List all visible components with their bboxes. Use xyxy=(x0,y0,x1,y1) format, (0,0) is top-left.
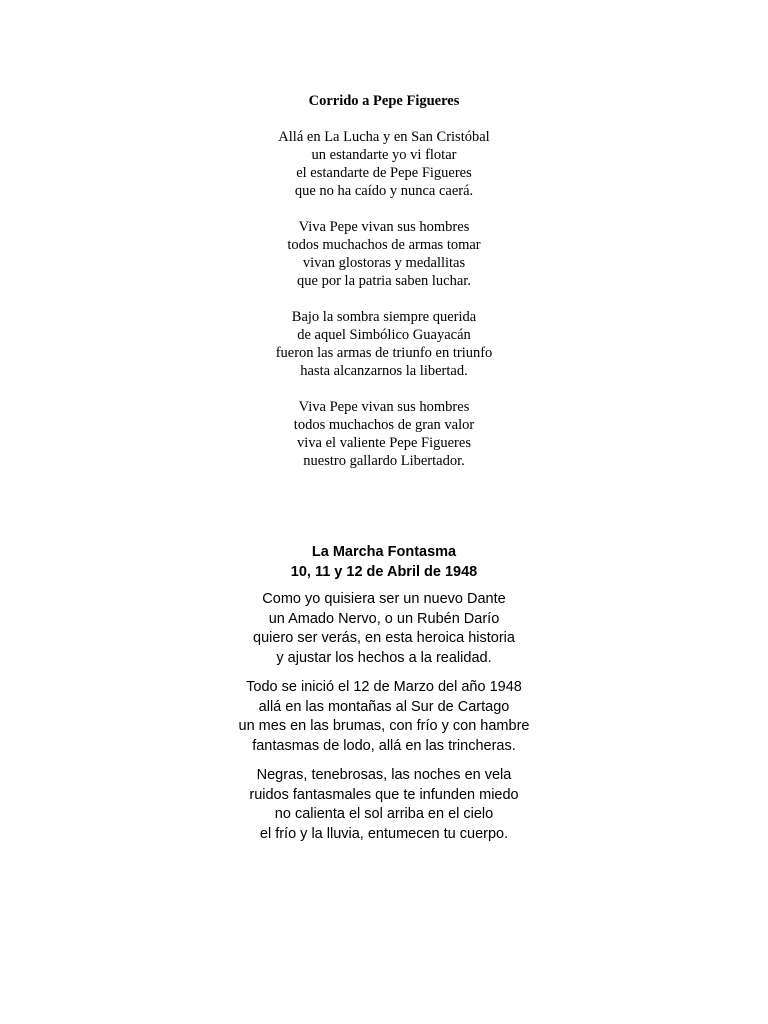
verse-line: Bajo la sombra siempre querida xyxy=(291,309,477,325)
verse-line: que por la patria saben luchar. xyxy=(297,273,471,289)
verse-line: Allá en La Lucha y en San Cristóbal xyxy=(278,129,490,145)
poem-heading xyxy=(0,542,768,582)
verse-line: Viva Pepe vivan sus hombres xyxy=(298,399,470,415)
verse-line: ruidos fantasmales que te infunden miedo xyxy=(249,786,519,803)
verse-line: y ajustar los hechos a la realidad. xyxy=(276,649,492,666)
verse-line: Como yo quisiera ser un nuevo Dante xyxy=(262,591,506,607)
stanza xyxy=(0,128,768,200)
verse-line: Todo se inició el 12 de Marzo del año 1948 xyxy=(246,679,522,695)
poem-subtitle-text: 10, 11 y 12 de Abril de 1948 xyxy=(290,564,478,580)
verse-line: el estandarte de Pepe Figueres xyxy=(296,165,472,181)
verse-line: Negras, tenebrosas, las noches en vela xyxy=(256,767,512,783)
stanza xyxy=(0,590,768,668)
verse-line: nuestro gallardo Libertador. xyxy=(303,453,465,469)
poem-title-text: Corrido a Pepe Figueres xyxy=(308,93,460,109)
poem-title-text: La Marcha Fontasma xyxy=(311,544,457,560)
verse-line: de aquel Simbólico Guayacán xyxy=(297,327,471,343)
stanza xyxy=(0,218,768,290)
verse-line: viva el valiente Pepe Figueres xyxy=(297,435,471,451)
verse-line: vivan glostoras y medallitas xyxy=(302,255,466,271)
poem-title xyxy=(0,92,768,110)
verse-line: un estandarte yo vi flotar xyxy=(311,147,457,163)
verse-line: que no ha caído y nunca caerá. xyxy=(294,183,474,199)
verse-line: todos muchachos de gran valor xyxy=(293,417,475,433)
verse-line: allá en las montañas al Sur de Cartago xyxy=(258,698,510,715)
verse-line: hasta alcanzarnos la libertad. xyxy=(300,363,468,379)
verse-line: un mes en las brumas, con frío y con hambre xyxy=(238,718,530,734)
verse-line: fantasmas de lodo, allá en las trincheras. xyxy=(252,737,516,754)
stanza xyxy=(0,678,768,756)
verse-line: el frío y la lluvia, entumecen tu cuerpo. xyxy=(259,825,509,842)
verse-line: todos muchachos de armas tomar xyxy=(287,237,481,253)
stanza xyxy=(0,766,768,844)
verse-line: un Amado Nervo, o un Rubén Darío xyxy=(268,610,500,627)
poem-corrido xyxy=(0,92,768,488)
verse-line: quiero ser verás, en esta heroica historia xyxy=(253,630,515,646)
poem-marcha-fontasma xyxy=(0,542,768,854)
verse-line: no calienta el sol arriba en el cielo xyxy=(274,806,494,822)
verse-line: fueron las armas de triunfo en triunfo xyxy=(275,345,493,361)
stanza xyxy=(0,398,768,470)
verse-line: Viva Pepe vivan sus hombres xyxy=(298,219,470,235)
stanza xyxy=(0,308,768,380)
